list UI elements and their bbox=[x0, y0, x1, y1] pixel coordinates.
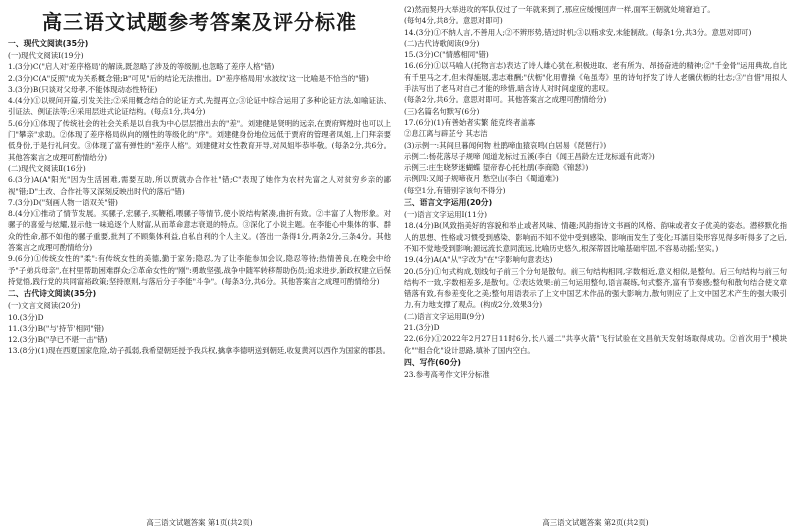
answer-item: 20.(5分)①句式构成,划线句子前三个分句是散句。前三句结构相同,字数相近,意义相似,是整句。后三句结构与前三句结构不一致,字数相差多,是散句。②表达效果:前三句运用整句,语言凝练,句式整齐,富有节奏感;整句和散句结合使文章错落有致,有参差变化之美;整句用语表示了上文中国艺术作品的强大影响力,散句则应了上文中国艺术产生的强大吸引力,有力地支撑了观点。(构成2分,效果3分) bbox=[404, 266, 787, 310]
answer-item: (每条2分,共6分。意思对即可。其他答案言之成理可酌情给分) bbox=[404, 95, 607, 105]
answer-item: 6.(3分)A(A"阳光"因为生活困难,需要互助,所以贾就办合作社"错;C"表现了她作为农村先富之人对贫穷乡亲的鄙视"错;D"土改、合作社等又深刻反映出时代的落后"错) bbox=[8, 175, 391, 196]
right-page-footer: 高三语文试题答案 第2页(共2页) bbox=[542, 518, 649, 527]
answer-item: 3.(3分)B(只谈对父母孝,不能体现动态性特征) bbox=[8, 84, 158, 94]
answer-item: 13.(8分)(1)现在西夏国家危险,幼子孤弱,我希望朝廷授予我兵权,擒拿李德明送到朝廷,收复黄河以西作为国家的郡县。 bbox=[8, 346, 391, 356]
section-heading: 二、古代诗文阅读(35分) bbox=[8, 289, 97, 299]
answer-item: 17.(6分)(1)有善始者实繁 能克终者盖寡 bbox=[404, 117, 536, 127]
answer-item: 4.(4分)①以规问开篇,引发关注;②采用概念结合的论证方式,先提再立;③论证中综合运用了多种论证方法,如喻证法、引证法、例证法等;④采用层进式论证结构。(每点1分,共4分) bbox=[8, 96, 391, 117]
answer-item: (3)示例一:其间旦暮闻何物 杜鹃啼血猿哀鸣(白居易《琵琶行》) bbox=[404, 140, 607, 150]
answer-item: ②息江离与辟芷兮 其志洁 bbox=[404, 129, 488, 139]
subsection-heading: (一)现代文阅读Ⅰ(19分) bbox=[8, 51, 84, 60]
subsection-heading: (三)名篇名句默写(6分) bbox=[404, 106, 480, 116]
answer-item: (每句4分,共8分。意思对即可) bbox=[404, 16, 503, 26]
answer-item: 示例三:庄生晓梦迷蝴蝶 望帝春心托杜鹃(李商隐《锦瑟》) bbox=[404, 163, 589, 173]
right-page-content bbox=[404, 0, 787, 380]
answer-item: 11.(3分)B("与'持节'相同"错) bbox=[8, 323, 105, 333]
left-page-footer: 高三语文试题答案 第1页(共2页) bbox=[146, 518, 253, 527]
page-title: 高三语文试题参考答案及评分标准 bbox=[42, 10, 357, 34]
subsection-heading: (二)古代诗歌阅读(9分) bbox=[404, 38, 480, 48]
subsection-heading: (一)语言文字运用Ⅰ(11分) bbox=[404, 210, 487, 220]
answer-item: 示例二:杨花落尽子规啼 闻道龙标过五溪(李白《闻王昌龄左迁龙标遥有此寄》) bbox=[404, 151, 655, 161]
answer-item: 1.(3分)C("启人对'差序格局'的解读,既忽略了涉及的等级制,也忽略了差序人格"错) bbox=[8, 62, 275, 72]
subsection-heading: (二)现代文阅读Ⅱ(16分) bbox=[8, 163, 86, 173]
answer-item: 21.(3分)D bbox=[404, 323, 440, 333]
answer-item: 示例四:又闻子规啼夜月 愁空山(李白《蜀道难》) bbox=[404, 174, 559, 184]
right-page-column bbox=[404, 0, 787, 532]
subsection-heading: (二)语言文字运用Ⅱ(9分) bbox=[404, 311, 485, 321]
answer-item: 2.(3分)C(A"反照"成为关系概念错;B"可见"后的结论无法推出。D"差序格局用'水波纹'这一比喻是不恰当的"错) bbox=[8, 73, 369, 83]
subsection-heading: (一)文言文阅读(20分) bbox=[8, 301, 81, 311]
answer-item: 7.(3分)D("刻画人物一语双关"错) bbox=[8, 197, 118, 207]
left-page-content bbox=[8, 0, 391, 357]
answer-item: 12.(3分)B("孕已不堪一击"错) bbox=[8, 335, 108, 345]
answer-item: 9.(6分)①传统女性的"柔":有传统女性的美德,勤于家务;隐忍,为了让李能参加会议,隐忍等待;热情善良,在晚会中给予"子弟兵母亲",在村里帮助困难群众;②革命女性的"刚":勇敢坚强,战争中随军转移帮助伤员;追求进步,新政权建立后保持觉悟,践行党的共同富裕政策;坚持原则,与落后分子李能"斗争"。(每条3分,共6分。其他答案言之成理可酌情给分) bbox=[8, 254, 391, 286]
answer-item: 19.(4分)A(A"从"字改为"在"字影响句意表达) bbox=[404, 255, 553, 265]
answer-item: 10.(3分)D bbox=[8, 312, 44, 322]
section-heading: 三、语言文字运用(20分) bbox=[404, 198, 493, 208]
section-heading: 一、现代文阅读(35分) bbox=[8, 39, 89, 48]
left-page-column bbox=[8, 0, 391, 532]
section-heading: 四、写作(60分) bbox=[404, 357, 461, 367]
answer-item: 23.参考高考作文评分标准 bbox=[404, 369, 490, 379]
answer-item: 15.(3分)C("情感相同"错) bbox=[404, 50, 489, 60]
answer-item: 14.(3分)①不纳人言,不善用人;②不辨形势,错过时机;③以贿求安,未能制敌。(每条1分,共3分。意思对即可) bbox=[404, 27, 752, 37]
answer-item: (每空1分,有错别字该句不得分) bbox=[404, 185, 506, 195]
answer-item: 22.(6分)①2022年2月27日11时6分,长八遥二"共享火箭"飞行试验在文昌航天发射场取得成功。②首次用于"模块化""组合化"设计思路,填补了国内空白。 bbox=[404, 334, 787, 355]
answer-item: 18.(4分)B(风致指美好的容貌和举止或者风味、情趣;风韵指诗文书画的风格、韵味或者女子优美的姿态。潜移默化指人的思想、性格或习惯受到感染、影响而不知不觉中受到感染、影响而发生了变化;耳濡目染形容见得多听得多了之后,不知不觉地受到影响;源远流长意同流远,比喻历史悠久,根深蒂固比喻基础牢固,不容易动摇;坚实。) bbox=[404, 221, 787, 253]
answer-item: 16.(6分)①以马喻人(托物言志)表达了诗人雄心犹在,积极进取、老有所为、昂扬奋进的精神;②"千金骨"运用典故,自比有千里马之才,但未得施展,悲志难酬;"伏枥"化用曹操《龟虽寿》里的诗句抒发了诗人老骥伏枥的壮志;③"自惜"用拟人手法写出了老马对自己才能的珍惜,暗含诗人对时间虚度的悲叹。 bbox=[404, 61, 787, 94]
answer-item: (2)然而契丹大举进攻的军队仅过了一年就来到了,那应应缓慢回声一样,面军王朝就处境窘迫了。 bbox=[404, 5, 715, 14]
answer-item: 5.(6分)①体现了传统社会的社会关系是以自我为中心层层推出去的"差"。刘建健是贤明的远亲,在贾府辉煌时也可以上门"攀亲"求助。②体现了差序格局纵向的刚性的等级化的"序"。刘建健身份地位远低于贾府的管理者凤姐,上门拜亲要低身份,于是行礼问安。③体现了富有弹性的"差序人格"。刘建健对女性教育开导,对凤姐毕恭毕敬。(每条2分,共6分。其他答案言之成理可酌情给分) bbox=[8, 118, 391, 162]
answer-item: 8.(4分)①推动了情节发展。买骡子,宏骡子,买鞭稻,喂骡子等情节,使小说结构紧凑,曲折有致。②丰富了人物形象。对骡子的喜爱与炫耀,显示他一味追逐个人财富,从而革命意志衰退的特点。③深化了小说主题。在李能心中集体的事、群众的性命,都不如他的骡子重要,批判了不顾集体利益,自私自利的个人主义。(答出一条得1分,两条2分,三条4分。其他答案言之成理可酌情给分) bbox=[8, 209, 391, 253]
